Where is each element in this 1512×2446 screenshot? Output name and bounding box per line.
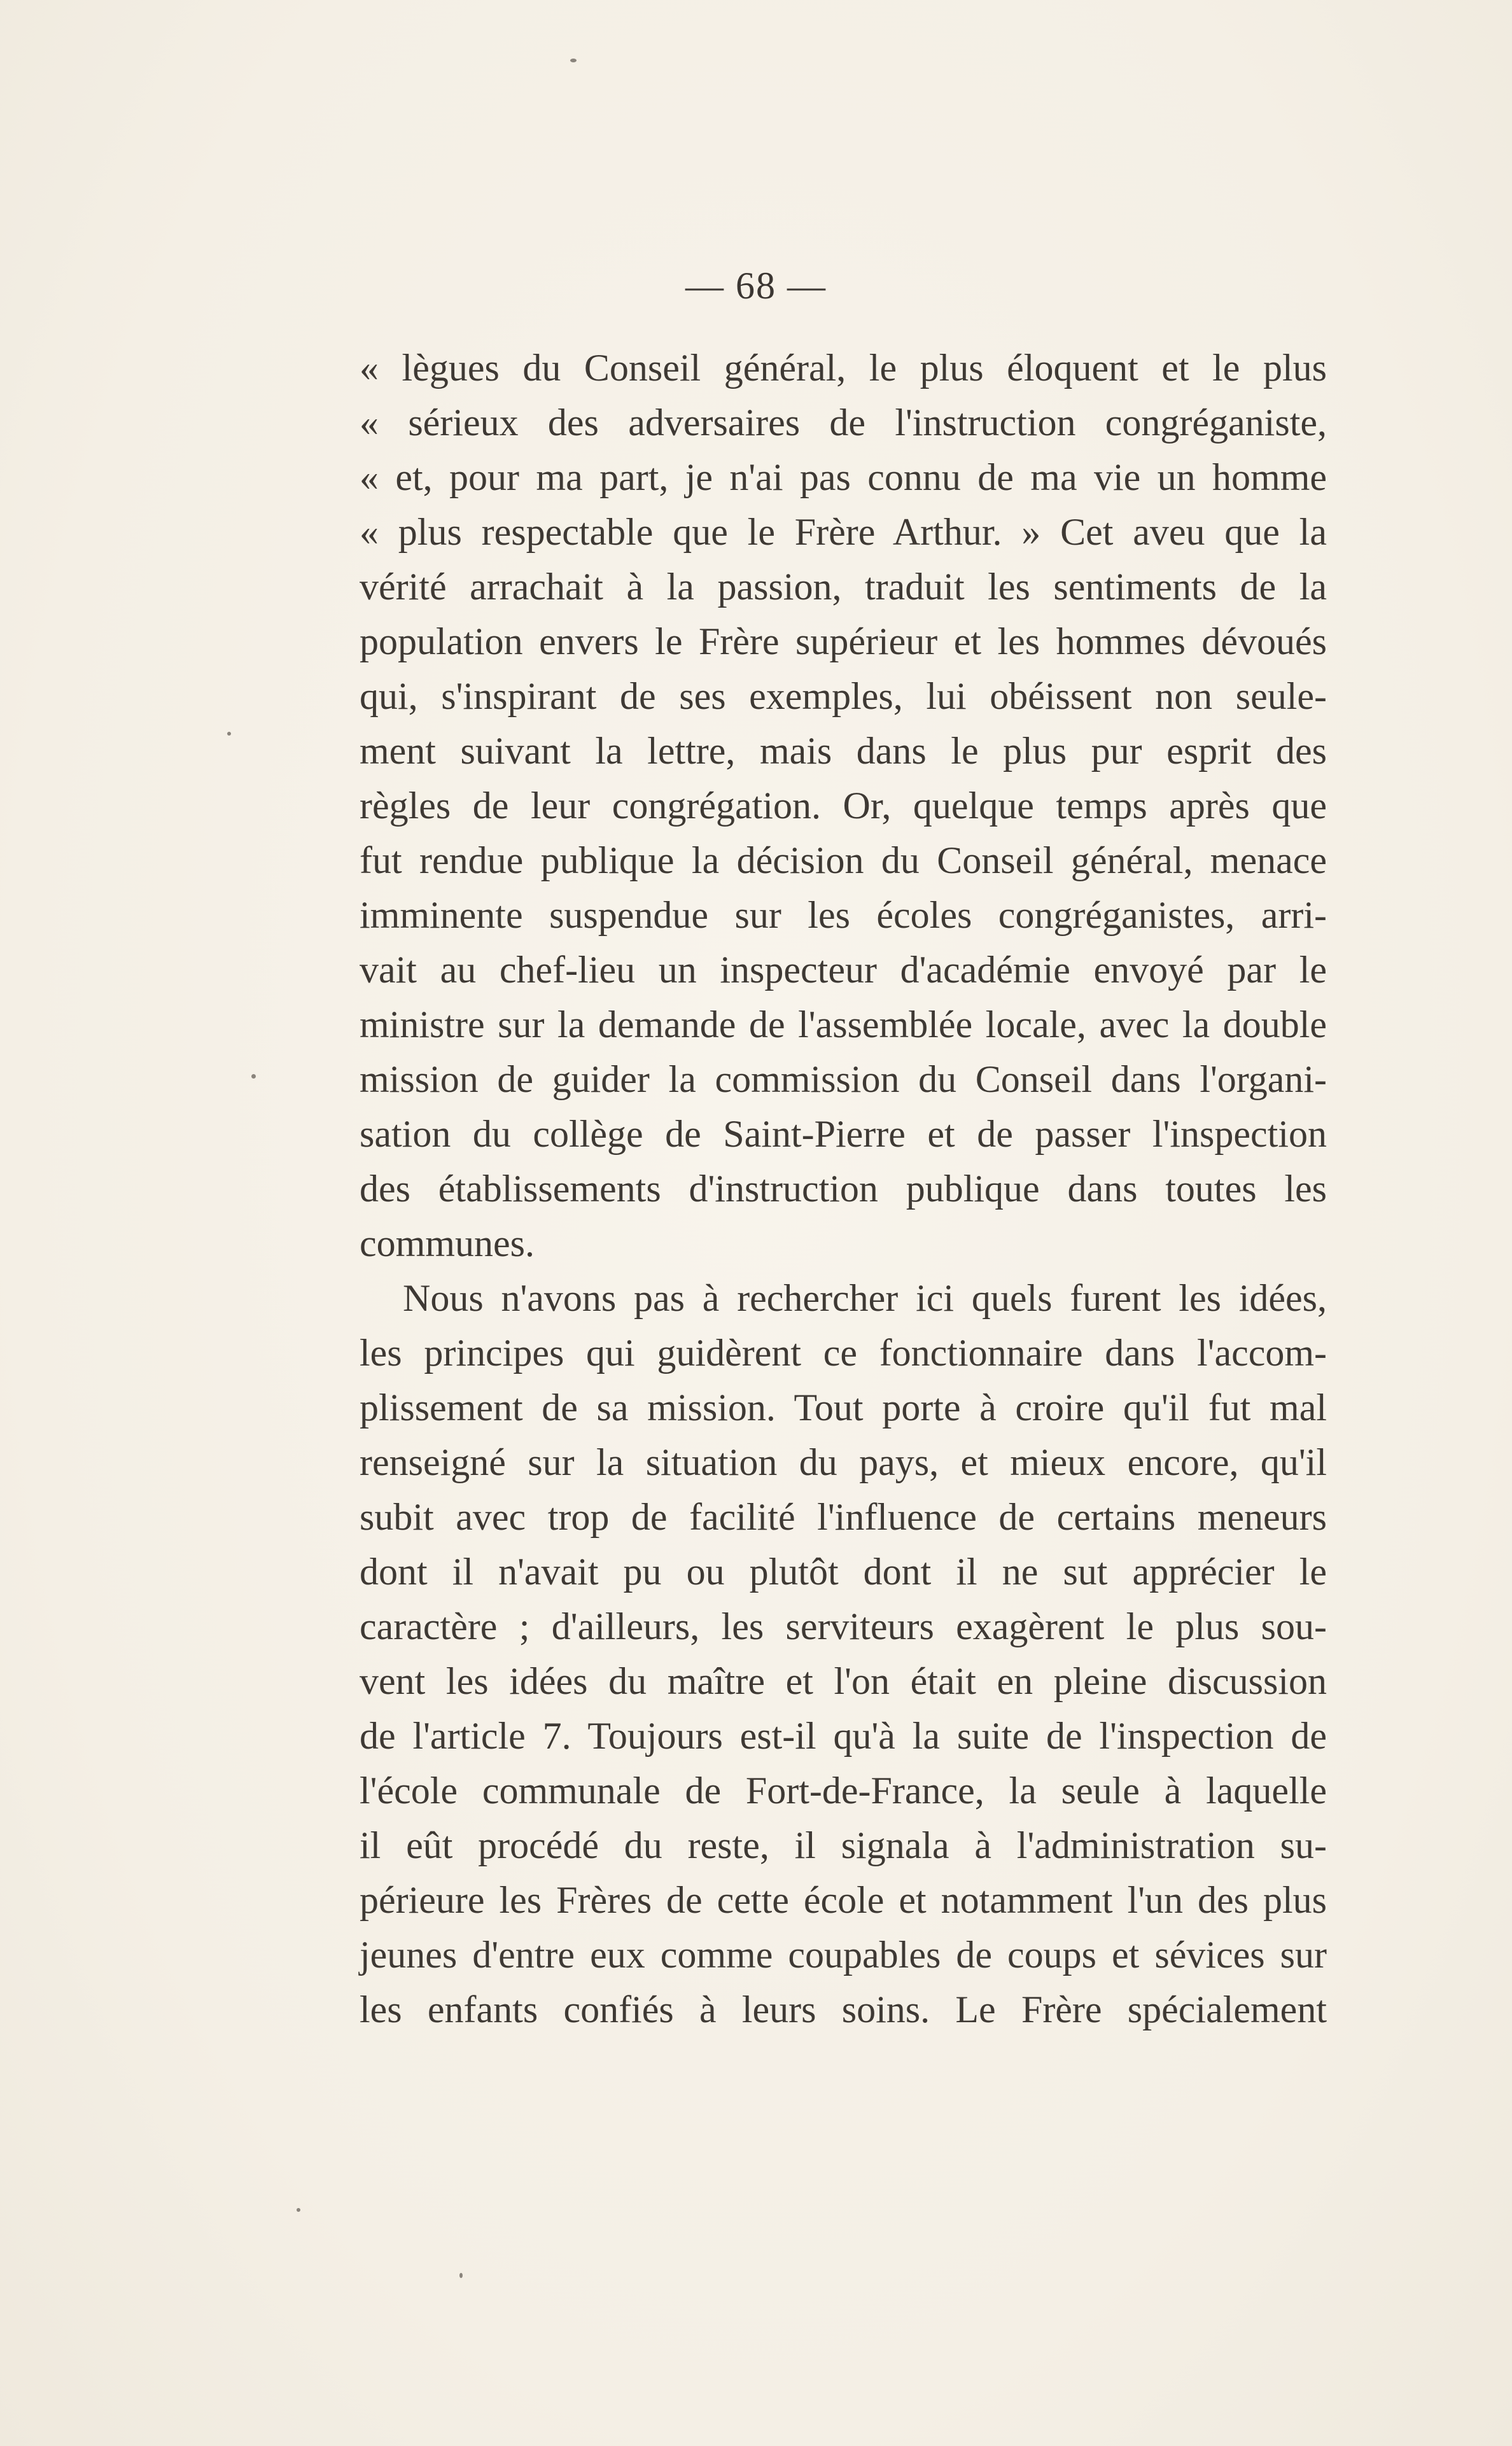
paragraph-end-line: communes.: [360, 1222, 535, 1264]
text-line: caractère ; d'ailleurs, les serviteurs exagèrent le plus sou-: [360, 1605, 1327, 1647]
text-line: imminente suspendue sur les écoles congréganistes, arri-: [360, 894, 1327, 936]
text-line: vait au chef-lieu un inspecteur d'académie envoyé par le: [360, 949, 1327, 991]
body-text: [360, 340, 1327, 2037]
text-line: renseigné sur la situation du pays, et mieux encore, qu'il: [360, 1441, 1327, 1483]
text-line: subit avec trop de facilité l'influence de certains meneurs: [360, 1496, 1327, 1538]
text-line: vent les idées du maître et l'on était en pleine discussion: [360, 1660, 1327, 1702]
ink-speck: [570, 59, 577, 62]
text-line: les enfants confiés à leurs soins. Le Frère spécialement: [360, 1988, 1327, 2030]
page-number: — 68 —: [685, 265, 827, 307]
text-line: l'école communale de Fort-de-France, la seule à laquelle: [360, 1770, 1327, 1812]
text-line: il eût procédé du reste, il signala à l'administration su-: [360, 1824, 1327, 1866]
text-line: ministre sur la demande de l'assemblée locale, avec la double: [360, 1003, 1327, 1045]
ink-speck: [251, 1074, 256, 1079]
text-line: mission de guider la commission du Conseil dans l'organi-: [360, 1058, 1327, 1100]
text-line: fut rendue publique la décision du Conseil général, menace: [360, 839, 1327, 881]
text-line: plissement de sa mission. Tout porte à croire qu'il fut mal: [360, 1387, 1327, 1429]
paragraph-start-line: Nous n'avons pas à rechercher ici quels furent les idées,: [403, 1277, 1327, 1319]
text-line: des établissements d'instruction publique dans toutes les: [360, 1168, 1327, 1210]
ink-speck: [297, 2208, 300, 2212]
text-line: sation du collège de Saint-Pierre et de passer l'inspection: [360, 1113, 1327, 1155]
text-line: règles de leur congrégation. Or, quelque temps après que: [360, 785, 1327, 827]
text-line: qui, s'inspirant de ses exemples, lui obéissent non seule-: [360, 675, 1327, 717]
ink-speck: [459, 2273, 463, 2278]
text-line: ment suivant la lettre, mais dans le plus pur esprit des: [360, 730, 1327, 772]
text-line: « sérieux des adversaires de l'instruction congréganiste,: [360, 402, 1327, 444]
text-line: de l'article 7. Toujours est-il qu'à la suite de l'inspection de: [360, 1715, 1327, 1757]
text-line: population envers le Frère supérieur et les hommes dévoués: [360, 620, 1327, 662]
text-line: « plus respectable que le Frère Arthur. » Cet aveu que la: [360, 511, 1327, 553]
text-line: vérité arrachait à la passion, traduit les sentiments de la: [360, 566, 1327, 608]
text-line: « lègues du Conseil général, le plus éloquent et le plus: [360, 347, 1327, 389]
text-line: dont il n'avait pu ou plutôt dont il ne sut apprécier le: [360, 1551, 1327, 1593]
text-line: jeunes d'entre eux comme coupables de coups et sévices sur: [360, 1934, 1327, 1976]
text-line: les principes qui guidèrent ce fonctionnaire dans l'accom-: [360, 1332, 1327, 1374]
text-line: périeure les Frères de cette école et notamment l'un des plus: [360, 1879, 1327, 1921]
text-line: « et, pour ma part, je n'ai pas connu de ma vie un homme: [360, 456, 1327, 498]
ink-speck: [227, 732, 231, 736]
